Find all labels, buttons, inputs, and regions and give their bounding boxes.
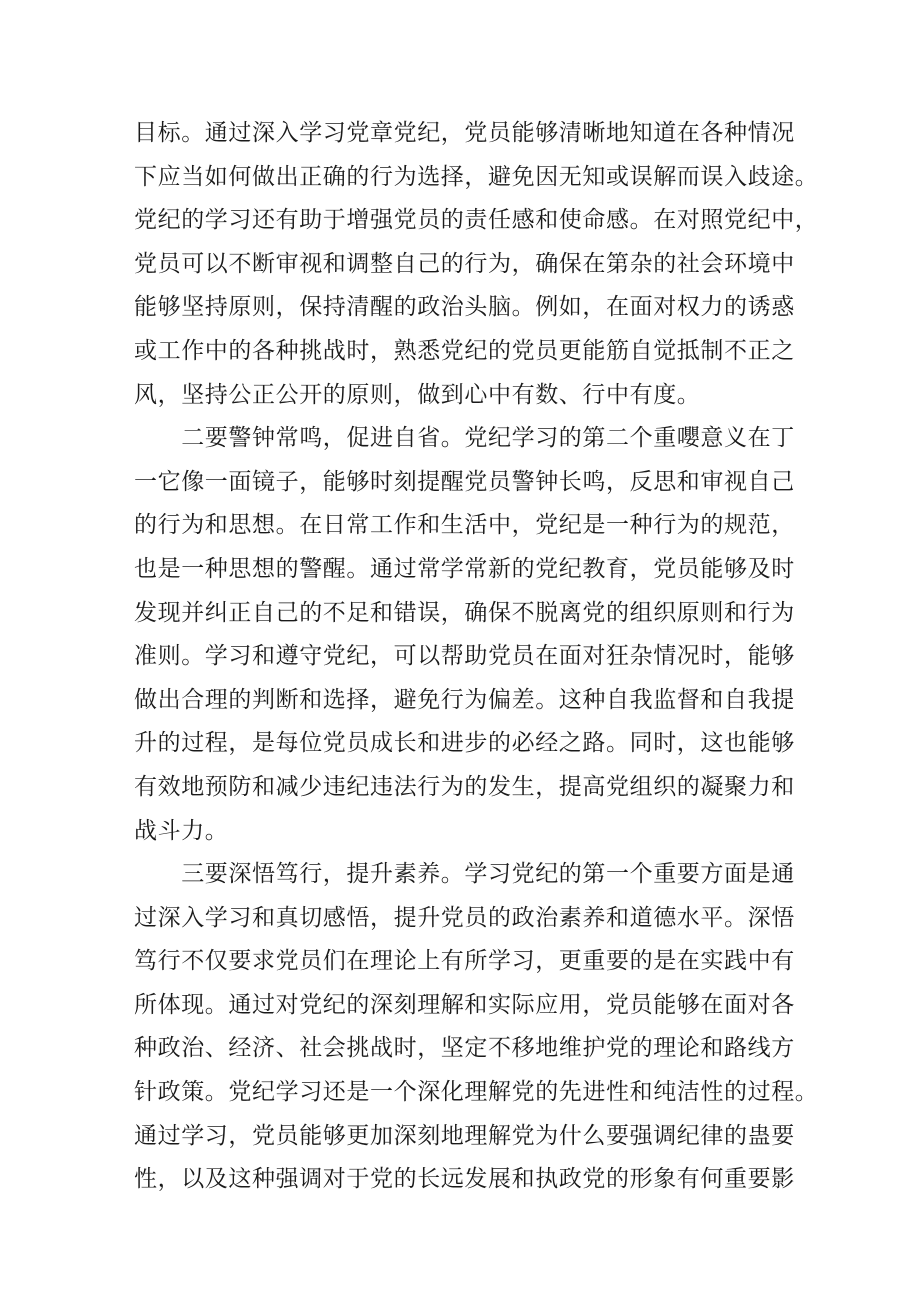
text-line: 针政策。党纪学习还是一个深化理解党的先进性和纯洁性的过程。 (134, 1079, 819, 1106)
text-line: 发现并纠正自己的不足和错误，确保不脱离党的组织原则和行为 (134, 599, 795, 626)
text-line: 所体现。通过对党纪的深刻理解和实际应用，党员能够在面对各 (134, 991, 795, 1018)
text-line: 做出合理的判断和选择，避免行为偏差。这种自我监督和自我提 (134, 686, 795, 713)
paragraph-three-first-line: 三要深悟笃行，提升素养。学习党纪的第一个重要方面是通 (134, 861, 795, 888)
text-line: 准则。学习和遵守党纪，可以帮助党员在面对狂杂情况时，能够 (134, 643, 795, 670)
text-line: 或工作中的各种挑战时，熟悉党纪的党员更能筋自觉抵制不正之 (134, 337, 795, 364)
text-line: 党纪的学习还有助于增强党员的责任感和使命感。在对照党纪中， (134, 207, 819, 234)
text-line: 目标。通过深入学习党章党纪，党员能够清晰地知道在各种情况 (134, 120, 795, 146)
text-line: 过深入学习和真切感悟，提升党员的政治素养和道德水平。深悟 (134, 904, 795, 931)
text-line: 通过学习，党员能够更加深刻地理解党为什么要强调纪律的蛊要 (134, 1122, 795, 1149)
text-line: 性，以及这种强调对于党的长远发展和执政党的形象有何重要影 (134, 1166, 795, 1193)
text-line: 下应当如何做出正确的行为选择，避免因无知或误解而误入歧途。 (134, 163, 819, 190)
text-line: 战斗力。 (134, 817, 229, 844)
text-line: 党员可以不断审视和调整自己的行为，确保在第杂的社会环境中 (134, 250, 795, 277)
text-line: 种政治、经济、社会挑战时，坚定不移地维护党的理论和路线方 (134, 1035, 795, 1062)
text-line: 也是一种思想的警醒。通过常学常新的党纪教育，党员能够及时 (134, 555, 795, 582)
body-text (134, 112, 819, 1202)
text-line: 一它像一面镜子，能够时刻提醒党员警钟长鸣，反思和审视自己 (134, 468, 795, 495)
text-line: 笃行不仅要求党员们在理论上有所学习，更重要的是在实践中有 (134, 948, 795, 975)
paragraph-two-first-line: 二要警钟常鸣，促进自省。党纪学习的第二个重嚶意义在丁 (134, 425, 795, 452)
text-line: 能够坚持原则，保持清醒的政治头脑。例如，在面对权力的诱惑 (134, 294, 795, 321)
text-line: 升的过程，是每位党员成长和进步的必经之路。同时，这也能够 (134, 730, 795, 757)
text-line: 风，坚持公正公开的原则，做到心中有数、行中有度。 (134, 381, 701, 408)
text-line: 有效地预防和减少违纪违法行为的发生，提高党组织的凝聚力和 (134, 773, 795, 800)
text-line: 的行为和思想。在日常工作和生活中，党纪是一种行为的规范， (134, 512, 795, 539)
